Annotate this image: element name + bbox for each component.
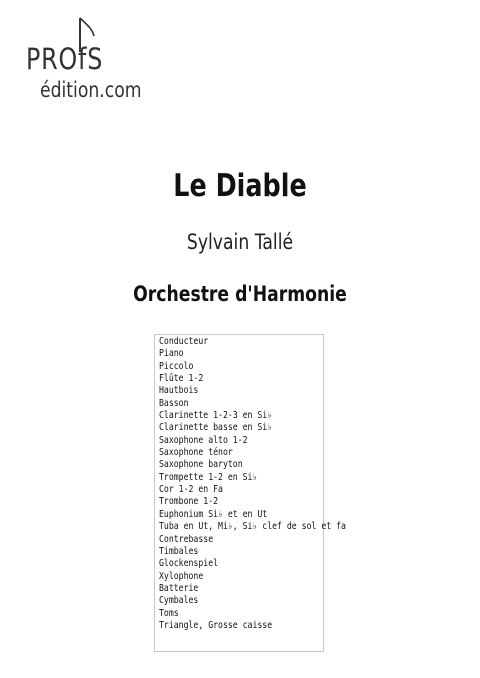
- part-item: Euphonium Si♭ et en Ut: [159, 508, 268, 520]
- composer-name: Sylvain Tallé: [186, 230, 294, 254]
- part-item: Conducteur: [159, 336, 209, 347]
- part-item: Trompette 1-2 en Si♭: [159, 471, 258, 483]
- part-item: Clarinette basse en Si♭: [159, 422, 273, 434]
- part-item: Clarinette 1-2-3 en Si♭: [159, 410, 273, 422]
- part-item: Toms: [159, 607, 179, 619]
- part-item: Saxophone baryton: [159, 459, 243, 471]
- part-item: Glockenspiel: [159, 558, 219, 570]
- part-item: Basson: [159, 397, 189, 409]
- part-item: Piccolo: [159, 360, 194, 372]
- part-item: Trombone 1-2: [159, 496, 219, 508]
- parts-list-box: [154, 334, 346, 652]
- parts-list: [159, 336, 376, 632]
- part-item: Contrebasse: [159, 533, 214, 545]
- part-item: Batterie: [159, 582, 199, 594]
- publisher-logo: [22, 16, 172, 106]
- part-item: Saxophone alto 1-2: [159, 434, 248, 446]
- part-item: Tuba en Ut, Mi♭, Si♭ clef de sol et fa: [159, 521, 346, 533]
- logo-wordmark: PROfS: [26, 42, 104, 76]
- ensemble-name: Orchestre d'Harmonie: [133, 282, 347, 306]
- part-item: Timbales: [159, 545, 199, 557]
- part-item: Cor 1-2 en Fa: [159, 484, 223, 496]
- logo-domain: édition.com: [40, 78, 142, 102]
- part-item: Triangle, Grosse caisse: [159, 619, 273, 631]
- part-item: Cymbales: [159, 595, 199, 607]
- part-item: Xylophone: [159, 570, 204, 582]
- part-item: Hautbois: [159, 385, 199, 397]
- part-item: Piano: [159, 348, 184, 360]
- part-item: Saxophone ténor: [159, 447, 233, 459]
- score-title: Le Diable: [173, 168, 307, 204]
- part-item: Flûte 1-2: [159, 373, 204, 385]
